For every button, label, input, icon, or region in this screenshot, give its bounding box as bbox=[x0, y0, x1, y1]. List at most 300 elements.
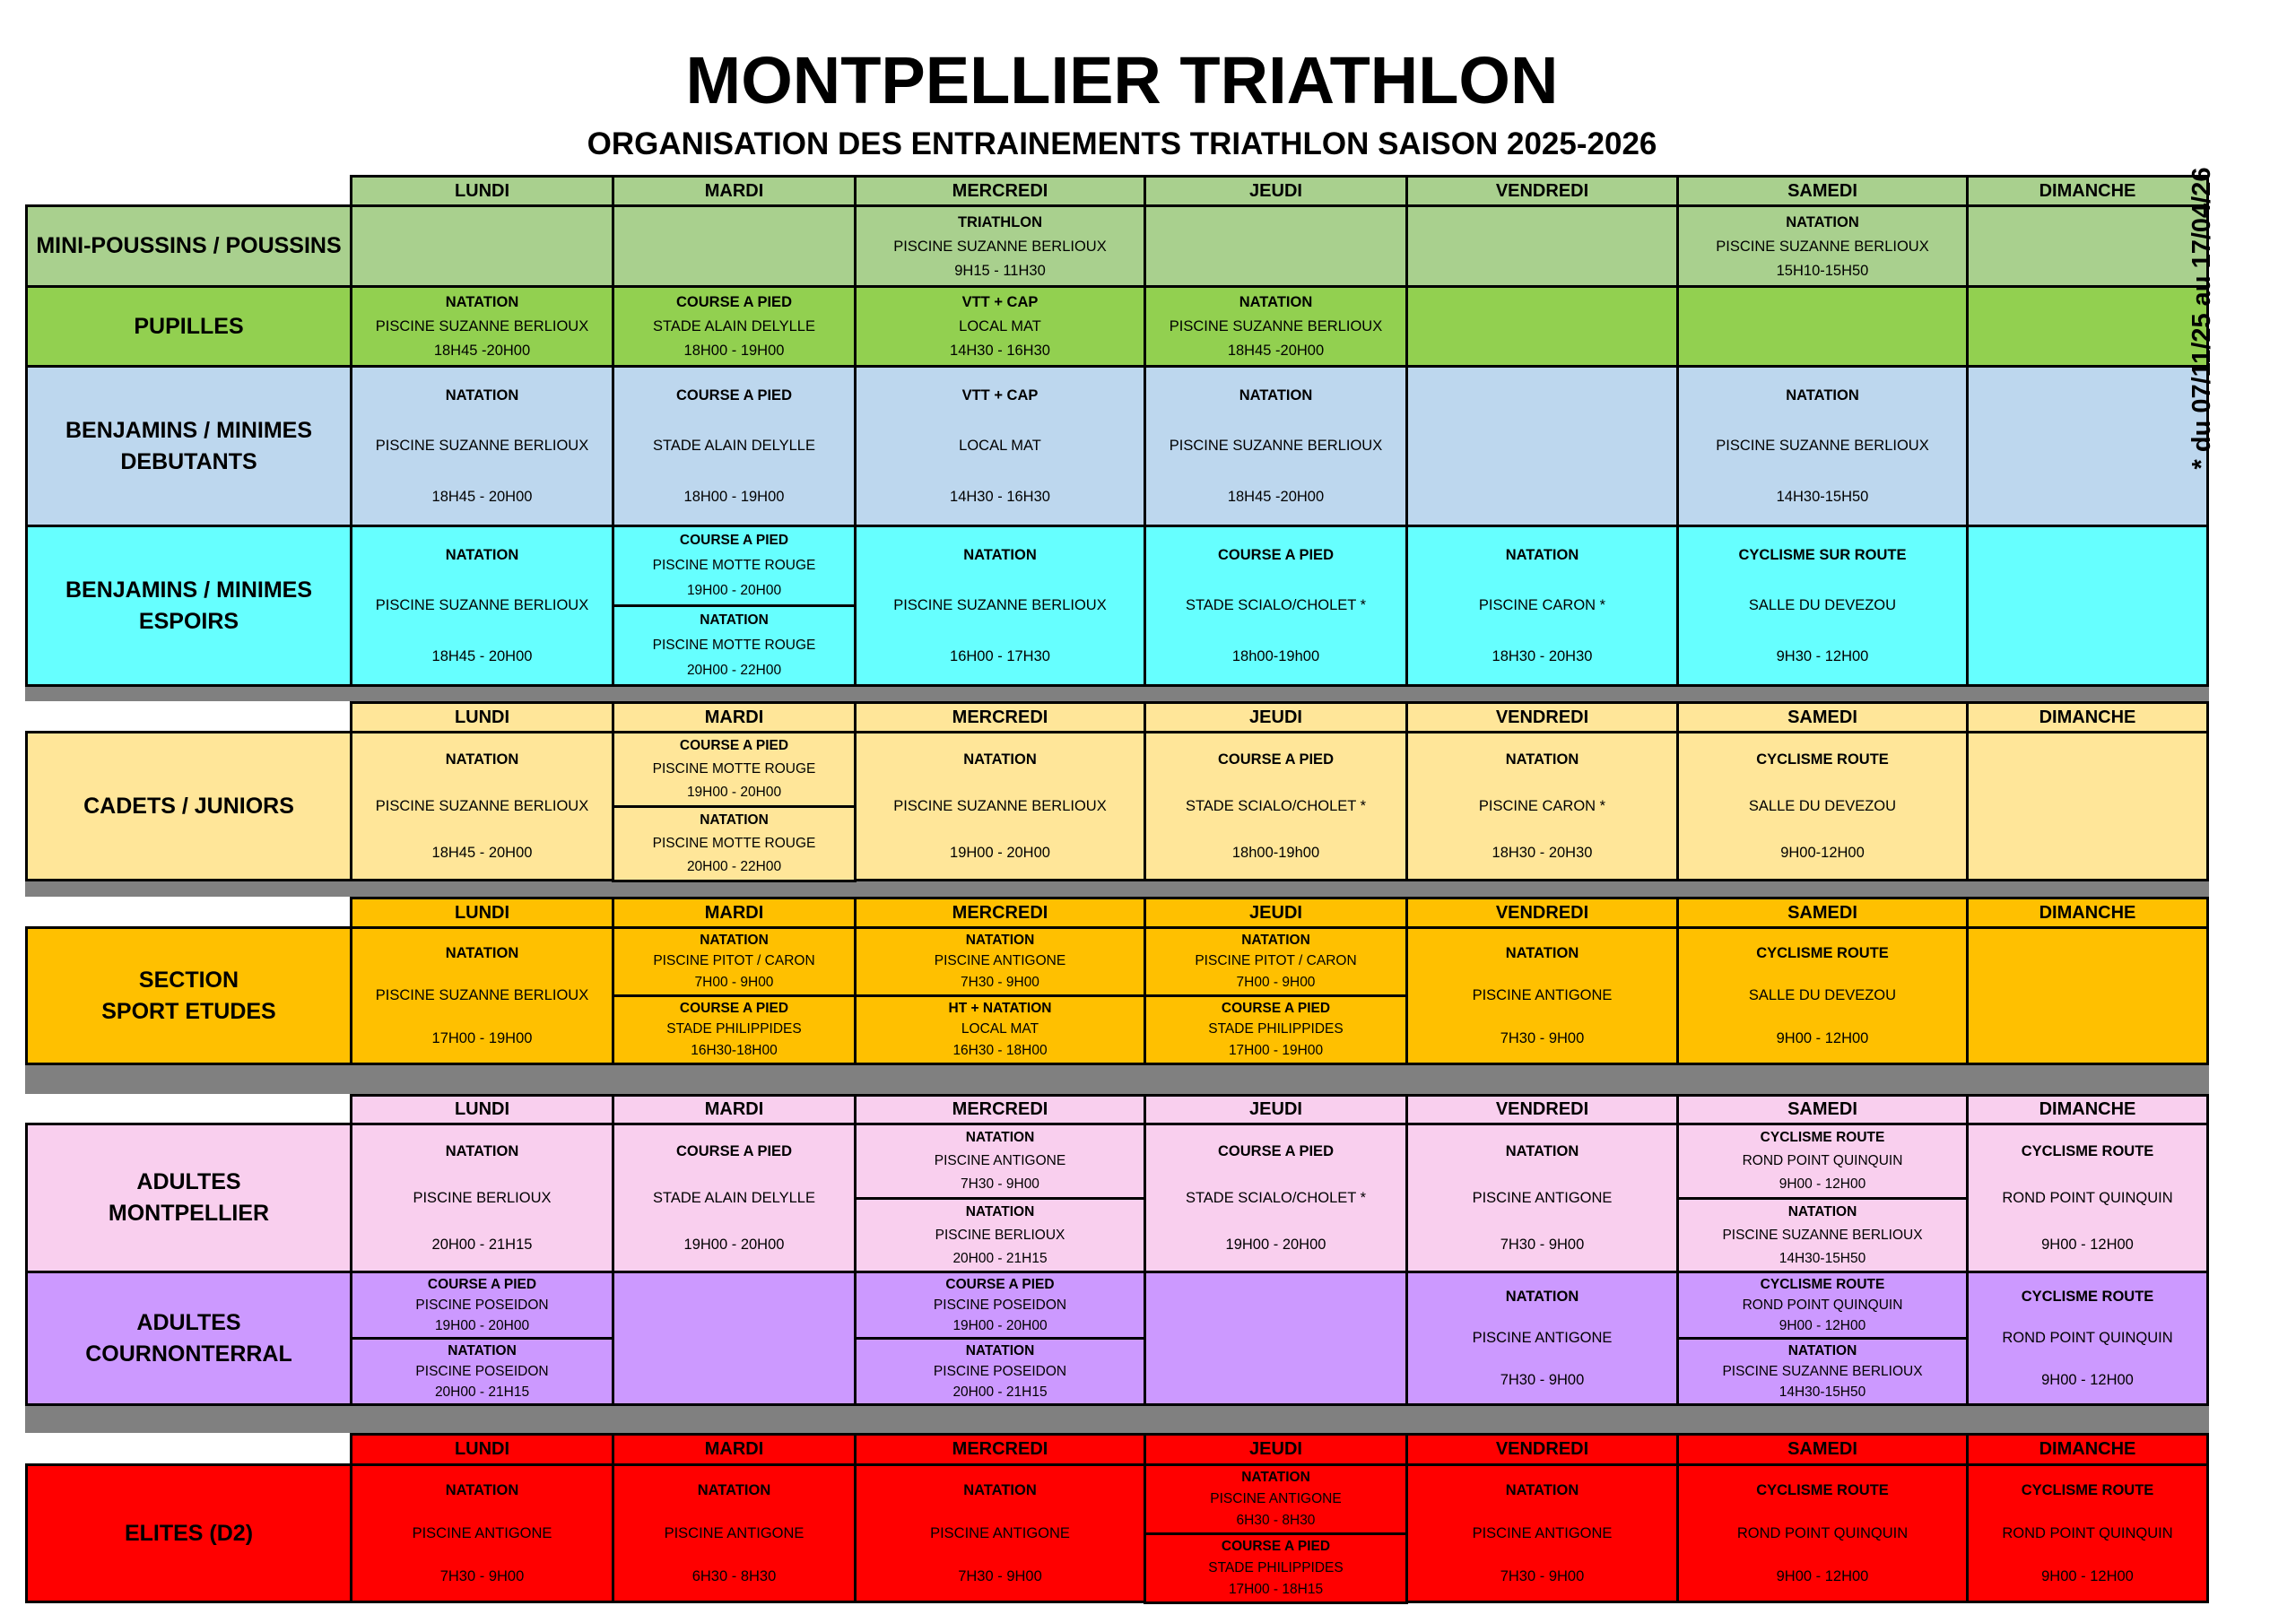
session-place: PISCINE SUZANNE BERLIOUX bbox=[1722, 1363, 1923, 1379]
session-place: PISCINE PITOT / CARON bbox=[1195, 953, 1357, 969]
session-place: PISCINE ANTIGONE bbox=[664, 1525, 804, 1541]
day-header: SAMEDI bbox=[1676, 897, 1969, 929]
session-cell bbox=[612, 365, 857, 527]
session-place: PISCINE POSEIDON bbox=[933, 1297, 1067, 1313]
day-header: VENDREDI bbox=[1405, 175, 1679, 207]
session-place: PISCINE SUZANNE BERLIOUX bbox=[1716, 238, 1929, 255]
day-header: LUNDI bbox=[350, 701, 614, 733]
session-activity: VTT + CAP bbox=[961, 294, 1039, 311]
day-header: SAMEDI bbox=[1676, 1094, 1969, 1125]
session-time: 9H00 - 12H00 bbox=[2041, 1371, 2134, 1388]
session-place: STADE PHILIPPIDES bbox=[1208, 1021, 1344, 1037]
session-activity: VTT + CAP bbox=[961, 387, 1039, 404]
session-cell bbox=[854, 1463, 1146, 1603]
session-place: LOCAL MAT bbox=[959, 438, 1041, 455]
session-time: 18H00 - 19H00 bbox=[683, 488, 785, 505]
session-time: 17H00 - 19H00 bbox=[431, 1030, 533, 1047]
session-time: 7H00 - 9H00 bbox=[694, 975, 774, 991]
session-activity: NATATION bbox=[965, 1130, 1035, 1145]
empty-cell bbox=[1966, 204, 2209, 288]
day-header: MERCREDI bbox=[854, 701, 1146, 733]
group-name: ADULTES COURNONTERRAL bbox=[25, 1271, 352, 1406]
session-place: SALLE DU DEVEZOU bbox=[1748, 597, 1897, 614]
session-time: 9H00 - 12H00 bbox=[1779, 1176, 1866, 1192]
session-place: PISCINE SUZANNE BERLIOUX bbox=[375, 438, 589, 455]
session-cell bbox=[1676, 1197, 1969, 1274]
day-header: MERCREDI bbox=[854, 1433, 1146, 1466]
session-time: 14H30-15H50 bbox=[1779, 1251, 1866, 1266]
session-activity: COURSE A PIED bbox=[1218, 751, 1334, 768]
day-header: MARDI bbox=[612, 701, 857, 733]
session-cell bbox=[1405, 731, 1679, 881]
session-place: PISCINE SUZANNE BERLIOUX bbox=[375, 987, 589, 1004]
session-place: PISCINE BERLIOUX bbox=[413, 1190, 552, 1206]
session-activity: NATATION bbox=[697, 1482, 771, 1498]
session-activity: NATATION bbox=[963, 547, 1037, 564]
day-header: SAMEDI bbox=[1676, 175, 1969, 207]
session-time: 7H00 - 9H00 bbox=[1236, 975, 1316, 991]
session-time: 7H30 - 9H00 bbox=[958, 1568, 1042, 1584]
session-time: 18H00 - 19H00 bbox=[683, 342, 785, 359]
session-time: 19H00 - 20H00 bbox=[952, 1317, 1048, 1333]
session-activity: CYCLISME ROUTE bbox=[2021, 1482, 2154, 1498]
session-time: 18H45 -20H00 bbox=[1227, 488, 1325, 505]
session-place: ROND POINT QUINQUIN bbox=[1742, 1153, 1903, 1168]
session-place: STADE ALAIN DELYLLE bbox=[653, 317, 815, 334]
session-place: PISCINE POSEIDON bbox=[415, 1363, 549, 1379]
session-cell bbox=[854, 926, 1146, 997]
empty-cell bbox=[1966, 365, 2209, 527]
session-activity: CYCLISME ROUTE bbox=[1756, 751, 1889, 768]
day-header: VENDREDI bbox=[1405, 1433, 1679, 1466]
session-activity: COURSE A PIED bbox=[679, 738, 789, 753]
session-place: PISCINE BERLIOUX bbox=[935, 1228, 1065, 1243]
session-place: PISCINE ANTIGONE bbox=[934, 1153, 1066, 1168]
session-activity: NATATION bbox=[445, 294, 519, 311]
session-time: 9H00 - 12H00 bbox=[1776, 1568, 1869, 1584]
session-activity: NATATION bbox=[700, 612, 769, 628]
day-header: JEUDI bbox=[1144, 175, 1408, 207]
day-header: DIMANCHE bbox=[1966, 175, 2209, 207]
group-name: BENJAMINS / MINIMES ESPOIRS bbox=[25, 525, 352, 687]
session-cell bbox=[612, 805, 857, 882]
session-activity: COURSE A PIED bbox=[679, 1000, 789, 1016]
session-time: 16H00 - 17H30 bbox=[950, 647, 1050, 664]
session-time: 16H30 - 18H00 bbox=[952, 1043, 1048, 1059]
session-cell bbox=[1676, 525, 1969, 687]
session-place: PISCINE ANTIGONE bbox=[1472, 1330, 1613, 1347]
day-header: SAMEDI bbox=[1676, 1433, 1969, 1466]
day-header: MERCREDI bbox=[854, 1094, 1146, 1125]
group-name: BENJAMINS / MINIMES DEBUTANTS bbox=[25, 365, 352, 527]
day-header: LUNDI bbox=[350, 897, 614, 929]
session-cell bbox=[854, 1123, 1146, 1200]
session-activity: COURSE A PIED bbox=[1218, 547, 1334, 564]
group-separator bbox=[25, 879, 2209, 897]
session-cell bbox=[854, 285, 1146, 368]
session-time: 14H30-15H50 bbox=[1776, 488, 1869, 505]
empty-cell bbox=[1966, 731, 2209, 881]
session-place: PISCINE ANTIGONE bbox=[1472, 1190, 1613, 1206]
day-header: SAMEDI bbox=[1676, 701, 1969, 733]
session-time: 19H00 - 20H00 bbox=[683, 1237, 785, 1253]
session-activity: NATATION bbox=[448, 1342, 517, 1358]
session-time: 20H00 - 22H00 bbox=[686, 663, 782, 678]
session-time: 19H00 - 20H00 bbox=[1225, 1237, 1326, 1253]
day-header: VENDREDI bbox=[1405, 1094, 1679, 1125]
session-place: PISCINE CARON * bbox=[1478, 798, 1606, 814]
session-time: 18H45 -20H00 bbox=[433, 342, 531, 359]
session-time: 14H30 - 16H30 bbox=[950, 488, 1050, 505]
session-cell bbox=[1966, 1123, 2209, 1273]
session-place: STADE PHILIPPIDES bbox=[666, 1021, 802, 1037]
session-activity: NATATION bbox=[963, 1482, 1037, 1498]
session-time: 20H00 - 22H00 bbox=[686, 859, 782, 874]
session-place: PISCINE ANTIGONE bbox=[930, 1525, 1070, 1541]
session-cell bbox=[350, 926, 614, 1065]
session-activity: NATATION bbox=[1505, 547, 1579, 564]
session-time: 9H00 - 12H00 bbox=[1779, 1317, 1866, 1333]
day-header: MERCREDI bbox=[854, 897, 1146, 929]
session-activity: NATATION bbox=[1505, 1143, 1579, 1159]
session-cell bbox=[350, 1123, 614, 1273]
session-time: 7H30 - 9H00 bbox=[961, 975, 1039, 991]
session-activity: NATATION bbox=[965, 932, 1035, 948]
session-cell bbox=[612, 525, 857, 607]
session-activity: CYCLISME ROUTE bbox=[2021, 1143, 2154, 1159]
session-activity: NATATION bbox=[963, 751, 1037, 768]
session-time: 7H30 - 9H00 bbox=[961, 1176, 1039, 1192]
session-place: PISCINE ANTIGONE bbox=[412, 1525, 552, 1541]
session-cell bbox=[854, 1271, 1146, 1340]
session-cell bbox=[1144, 365, 1408, 527]
day-header: DIMANCHE bbox=[1966, 701, 2209, 733]
session-time: 15H10-15H50 bbox=[1776, 262, 1869, 279]
session-activity: NATATION bbox=[1241, 1470, 1310, 1485]
session-time: 9H00 - 12H00 bbox=[2041, 1568, 2134, 1584]
day-header: JEUDI bbox=[1144, 1094, 1408, 1125]
session-activity: COURSE A PIED bbox=[1218, 1143, 1334, 1159]
session-cell bbox=[854, 525, 1146, 687]
session-activity: NATATION bbox=[700, 932, 769, 948]
group-name: PUPILLES bbox=[25, 285, 352, 368]
session-place: PISCINE SUZANNE BERLIOUX bbox=[375, 317, 589, 334]
session-cell bbox=[1676, 365, 1969, 527]
session-activity: NATATION bbox=[1505, 944, 1579, 961]
session-place: SALLE DU DEVEZOU bbox=[1748, 987, 1897, 1004]
session-place: ROND POINT QUINQUIN bbox=[1736, 1525, 1909, 1541]
session-activity: COURSE A PIED bbox=[676, 387, 792, 404]
empty-cell bbox=[1405, 204, 1679, 288]
session-place: PISCINE SUZANNE BERLIOUX bbox=[1716, 438, 1929, 455]
session-cell bbox=[1144, 285, 1408, 368]
session-place: LOCAL MAT bbox=[959, 317, 1041, 334]
empty-cell bbox=[350, 204, 614, 288]
session-activity: CYCLISME ROUTE bbox=[1756, 1482, 1889, 1498]
session-activity: NATATION bbox=[1505, 1482, 1579, 1498]
session-cell bbox=[1405, 1123, 1679, 1273]
session-time: 14H30 - 16H30 bbox=[950, 342, 1050, 359]
session-place: STADE ALAIN DELYLLE bbox=[653, 438, 815, 455]
session-time: 20H00 - 21H15 bbox=[952, 1384, 1048, 1400]
session-place: ROND POINT QUINQUIN bbox=[2002, 1525, 2173, 1541]
session-place: PISCINE MOTTE ROUGE bbox=[652, 558, 816, 573]
session-time: 18H45 -20H00 bbox=[1227, 342, 1325, 359]
session-cell bbox=[612, 1123, 857, 1273]
session-activity: NATATION bbox=[1239, 387, 1313, 404]
session-activity: NATATION bbox=[1786, 387, 1859, 404]
session-time: 18H30 - 20H30 bbox=[1492, 845, 1593, 861]
session-activity: NATATION bbox=[1505, 751, 1579, 768]
session-time: 18h00-19h00 bbox=[1231, 647, 1320, 664]
session-activity: CYCLISME ROUTE bbox=[1760, 1130, 1885, 1145]
session-place: PISCINE SUZANNE BERLIOUX bbox=[893, 238, 1107, 255]
session-cell bbox=[1966, 1463, 2209, 1603]
session-activity: NATATION bbox=[445, 1143, 519, 1159]
session-activity: COURSE A PIED bbox=[679, 533, 789, 548]
session-cell bbox=[1676, 204, 1969, 288]
session-place: LOCAL MAT bbox=[961, 1021, 1039, 1037]
session-time: 6H30 - 8H30 bbox=[691, 1568, 777, 1584]
group-name: CADETS / JUNIORS bbox=[25, 731, 352, 881]
page-title: MONTPELLIER TRIATHLON bbox=[685, 43, 1559, 117]
session-activity: NATATION bbox=[700, 812, 769, 828]
session-cell bbox=[612, 604, 857, 687]
day-header: DIMANCHE bbox=[1966, 897, 2209, 929]
session-activity: COURSE A PIED bbox=[945, 1276, 1055, 1292]
day-header: JEUDI bbox=[1144, 1433, 1408, 1466]
session-activity: NATATION bbox=[965, 1342, 1035, 1358]
session-place: PISCINE ANTIGONE bbox=[1472, 987, 1613, 1004]
session-cell bbox=[854, 204, 1146, 288]
session-activity: NATATION bbox=[445, 1482, 519, 1498]
session-time: 17H00 - 19H00 bbox=[1228, 1043, 1324, 1059]
session-cell bbox=[612, 926, 857, 997]
session-time: 6H30 - 8H30 bbox=[1236, 1513, 1316, 1528]
session-place: STADE SCIALO/CHOLET * bbox=[1185, 1190, 1367, 1206]
session-time: 17H00 - 18H15 bbox=[1228, 1582, 1324, 1597]
session-time: 20H00 - 21H15 bbox=[431, 1237, 533, 1253]
session-activity: COURSE A PIED bbox=[676, 294, 792, 311]
session-time: 7H30 - 9H00 bbox=[1500, 1030, 1585, 1047]
day-header: VENDREDI bbox=[1405, 897, 1679, 929]
group-separator bbox=[25, 1063, 2209, 1094]
session-activity: NATATION bbox=[445, 387, 519, 404]
group-name: SECTION SPORT ETUDES bbox=[25, 926, 352, 1065]
session-place: PISCINE SUZANNE BERLIOUX bbox=[375, 798, 589, 814]
session-activity: CYCLISME ROUTE bbox=[1760, 1276, 1885, 1292]
day-header: LUNDI bbox=[350, 1094, 614, 1125]
session-place: PISCINE POSEIDON bbox=[933, 1363, 1067, 1379]
session-cell bbox=[350, 1463, 614, 1603]
session-cell bbox=[854, 1337, 1146, 1406]
session-time: 7H30 - 9H00 bbox=[1500, 1237, 1585, 1253]
session-cell bbox=[1405, 926, 1679, 1065]
session-time: 9H00 - 12H00 bbox=[1776, 1030, 1869, 1047]
session-place: PISCINE SUZANNE BERLIOUX bbox=[375, 597, 589, 614]
session-time: 9H15 - 11H30 bbox=[954, 262, 1046, 279]
session-cell bbox=[612, 731, 857, 808]
group-name: ELITES (D2) bbox=[25, 1463, 352, 1603]
session-cell bbox=[854, 994, 1146, 1065]
day-header: MARDI bbox=[612, 1094, 857, 1125]
session-time: 7H30 - 9H00 bbox=[1500, 1371, 1585, 1388]
session-cell bbox=[350, 525, 614, 687]
session-place: PISCINE PITOT / CARON bbox=[653, 953, 815, 969]
session-cell bbox=[350, 1271, 614, 1340]
session-activity: COURSE A PIED bbox=[676, 1143, 792, 1159]
session-cell bbox=[1144, 525, 1408, 687]
session-place: PISCINE ANTIGONE bbox=[934, 953, 1066, 969]
session-cell bbox=[1676, 1271, 1969, 1340]
session-cell bbox=[612, 285, 857, 368]
session-cell bbox=[1966, 1271, 2209, 1406]
session-place: PISCINE SUZANNE BERLIOUX bbox=[1169, 317, 1383, 334]
group-name: MINI-POUSSINS / POUSSINS bbox=[25, 204, 352, 288]
session-cell bbox=[1676, 1123, 1969, 1200]
session-cell bbox=[854, 1197, 1146, 1274]
session-cell bbox=[350, 285, 614, 368]
session-place: PISCINE CARON * bbox=[1478, 597, 1606, 614]
session-activity: NATATION bbox=[1241, 932, 1310, 948]
session-time: 9H30 - 12H00 bbox=[1776, 647, 1869, 664]
session-time: 20H00 - 21H15 bbox=[952, 1251, 1048, 1266]
session-place: PISCINE POSEIDON bbox=[415, 1297, 549, 1313]
session-cell bbox=[1405, 525, 1679, 687]
session-place: PISCINE SUZANNE BERLIOUX bbox=[893, 597, 1107, 614]
session-activity: COURSE A PIED bbox=[427, 1276, 537, 1292]
session-time: 19H00 - 20H00 bbox=[434, 1317, 530, 1333]
session-time: 18H45 - 20H00 bbox=[431, 488, 533, 505]
session-activity: NATATION bbox=[445, 944, 519, 961]
session-time: 16H30-18H00 bbox=[691, 1043, 778, 1059]
session-place: STADE ALAIN DELYLLE bbox=[653, 1190, 815, 1206]
session-cell bbox=[1405, 1463, 1679, 1603]
empty-cell bbox=[612, 1271, 857, 1406]
session-place: PISCINE MOTTE ROUGE bbox=[652, 836, 816, 851]
session-activity: TRIATHLON bbox=[957, 213, 1043, 230]
session-place: ROND POINT QUINQUIN bbox=[2002, 1190, 2173, 1206]
empty-cell bbox=[1144, 1271, 1408, 1406]
session-cell bbox=[612, 1463, 857, 1603]
session-activity: HT + NATATION bbox=[948, 1000, 1052, 1016]
session-cell bbox=[1405, 1271, 1679, 1406]
empty-cell bbox=[1405, 365, 1679, 527]
session-place: STADE PHILIPPIDES bbox=[1208, 1560, 1344, 1575]
session-time: 14H30-15H50 bbox=[1779, 1384, 1866, 1400]
session-activity: NATATION bbox=[445, 751, 519, 768]
day-header: MARDI bbox=[612, 1433, 857, 1466]
day-header: MERCREDI bbox=[854, 175, 1146, 207]
day-header: DIMANCHE bbox=[1966, 1433, 2209, 1466]
session-time: 18h00-19h00 bbox=[1231, 845, 1320, 861]
session-cell bbox=[854, 365, 1146, 527]
side-note: * du 07/11/25 au 17/04/26 bbox=[2187, 167, 2216, 470]
session-cell bbox=[1144, 926, 1408, 997]
day-header: VENDREDI bbox=[1405, 701, 1679, 733]
group-name: ADULTES MONTPELLIER bbox=[25, 1123, 352, 1273]
day-header: LUNDI bbox=[350, 175, 614, 207]
session-time: 7H30 - 9H00 bbox=[439, 1568, 525, 1584]
empty-cell bbox=[1966, 525, 2209, 687]
session-activity: CYCLISME ROUTE bbox=[2021, 1289, 2154, 1306]
session-place: PISCINE ANTIGONE bbox=[1472, 1525, 1613, 1541]
session-cell bbox=[1676, 1337, 1969, 1406]
session-activity: CYCLISME ROUTE bbox=[1756, 944, 1889, 961]
day-header: MARDI bbox=[612, 897, 857, 929]
session-activity: NATATION bbox=[1505, 1289, 1579, 1306]
empty-cell bbox=[1405, 285, 1679, 368]
day-header: MARDI bbox=[612, 175, 857, 207]
session-cell bbox=[1144, 1123, 1408, 1273]
session-cell bbox=[350, 731, 614, 881]
session-place: ROND POINT QUINQUIN bbox=[1742, 1297, 1903, 1313]
session-activity: COURSE A PIED bbox=[1221, 1000, 1331, 1016]
day-header: LUNDI bbox=[350, 1433, 614, 1466]
session-activity: COURSE A PIED bbox=[1221, 1539, 1331, 1554]
session-time: 19H00 - 20H00 bbox=[686, 785, 782, 800]
session-activity: NATATION bbox=[1787, 1204, 1857, 1219]
session-activity: NATATION bbox=[1787, 1342, 1857, 1358]
empty-cell bbox=[1966, 285, 2209, 368]
session-time: 19H00 - 20H00 bbox=[686, 583, 782, 598]
session-place: PISCINE ANTIGONE bbox=[1210, 1491, 1342, 1506]
session-time: 18H30 - 20H30 bbox=[1492, 647, 1593, 664]
session-time: 18H45 - 20H00 bbox=[431, 845, 533, 861]
session-cell bbox=[854, 731, 1146, 881]
page-subtitle: ORGANISATION DES ENTRAINEMENTS TRIATHLON SAISON 2025-2026 bbox=[587, 126, 1657, 161]
session-cell bbox=[612, 994, 857, 1065]
day-header: JEUDI bbox=[1144, 897, 1408, 929]
session-place: PISCINE MOTTE ROUGE bbox=[652, 761, 816, 777]
empty-cell bbox=[612, 204, 857, 288]
session-cell bbox=[1676, 926, 1969, 1065]
day-header: DIMANCHE bbox=[1966, 1094, 2209, 1125]
session-time: 19H00 - 20H00 bbox=[950, 845, 1050, 861]
session-cell bbox=[1144, 731, 1408, 881]
session-time: 18H45 - 20H00 bbox=[431, 647, 533, 664]
session-activity: NATATION bbox=[1786, 213, 1859, 230]
session-cell bbox=[1144, 1532, 1408, 1604]
session-place: STADE SCIALO/CHOLET * bbox=[1185, 798, 1367, 814]
session-cell bbox=[350, 1337, 614, 1406]
session-cell bbox=[1144, 994, 1408, 1065]
session-activity: NATATION bbox=[1239, 294, 1313, 311]
session-time: 20H00 - 21H15 bbox=[434, 1384, 530, 1400]
session-place: STADE SCIALO/CHOLET * bbox=[1185, 597, 1367, 614]
session-place: PISCINE MOTTE ROUGE bbox=[652, 638, 816, 653]
day-header: JEUDI bbox=[1144, 701, 1408, 733]
session-place: PISCINE SUZANNE BERLIOUX bbox=[893, 798, 1107, 814]
session-place: ROND POINT QUINQUIN bbox=[2002, 1330, 2173, 1347]
session-place: SALLE DU DEVEZOU bbox=[1748, 798, 1897, 814]
session-cell bbox=[1144, 1463, 1408, 1535]
session-place: PISCINE SUZANNE BERLIOUX bbox=[1722, 1228, 1923, 1243]
session-activity: NATATION bbox=[965, 1204, 1035, 1219]
session-time: 7H30 - 9H00 bbox=[1500, 1568, 1585, 1584]
empty-cell bbox=[1144, 204, 1408, 288]
session-cell bbox=[350, 365, 614, 527]
session-cell bbox=[1676, 1463, 1969, 1603]
session-time: 9H00-12H00 bbox=[1780, 845, 1865, 861]
empty-cell bbox=[1676, 285, 1969, 368]
empty-cell bbox=[1966, 926, 2209, 1065]
group-separator bbox=[25, 1403, 2209, 1433]
session-cell bbox=[1676, 731, 1969, 881]
session-place: PISCINE SUZANNE BERLIOUX bbox=[1169, 438, 1383, 455]
session-activity: CYCLISME SUR ROUTE bbox=[1738, 547, 1907, 564]
session-activity: NATATION bbox=[445, 547, 519, 564]
